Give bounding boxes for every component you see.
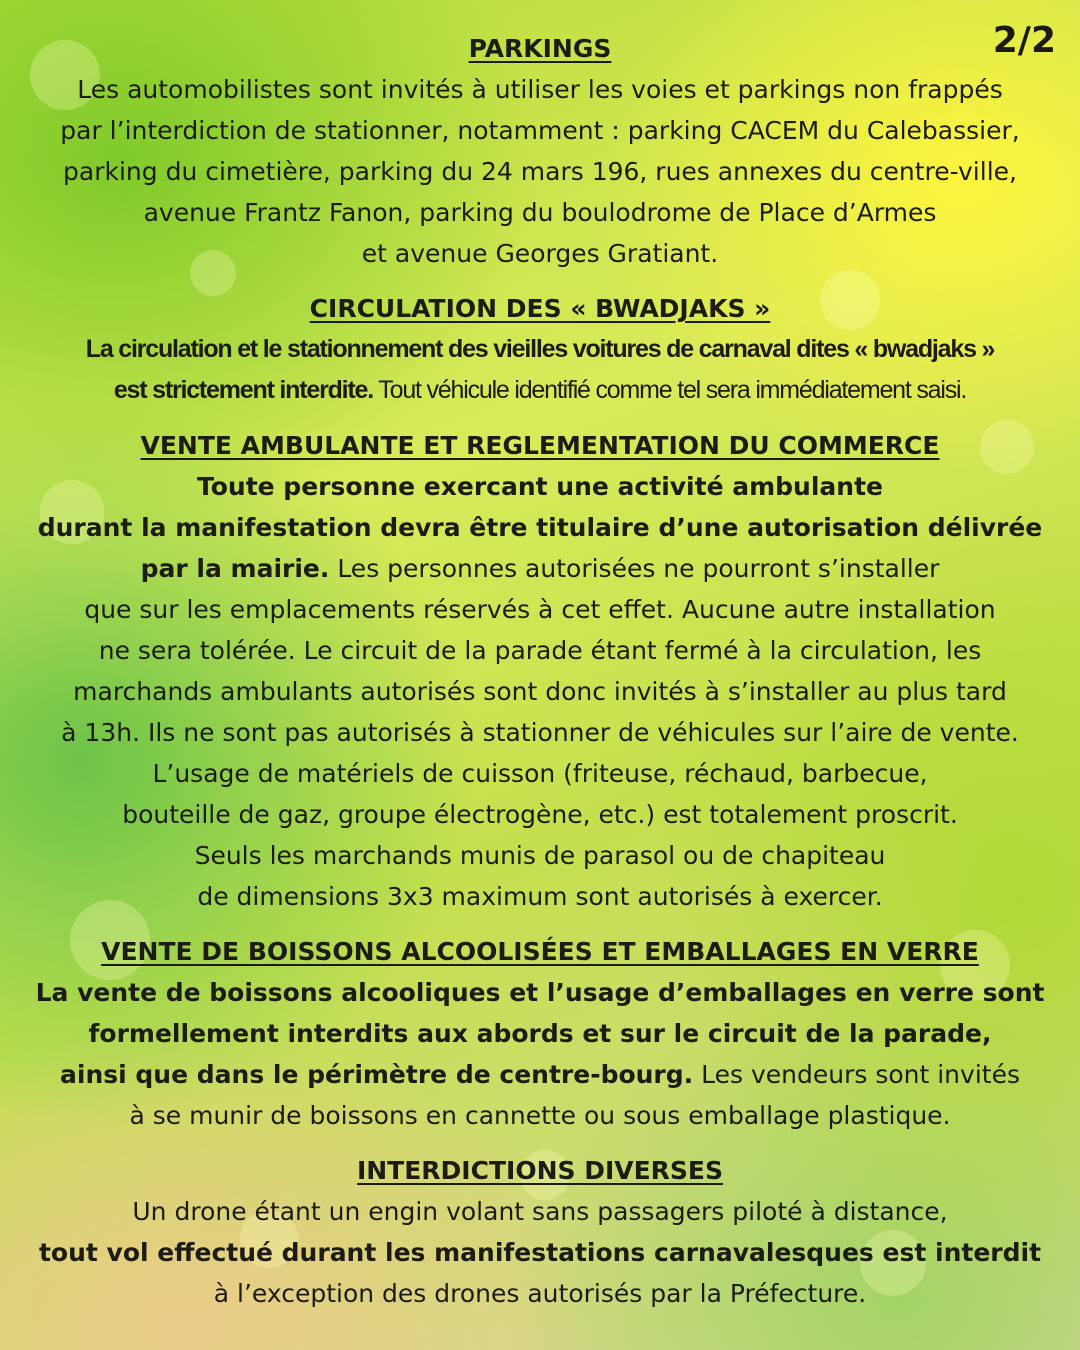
bold-text: ainsi que dans le périmètre de centre-bourg. [60,1060,694,1089]
text-line-bold: formellement interdits aux abords et sur le circuit de la parade, [88,1019,992,1048]
section-title-bwadjaks: CIRCULATION DES « BWADJAKS » [309,294,771,323]
text-line: Un drone étant un engin volant sans passagers piloté à distance, [132,1197,948,1226]
text-line [0,1054,1080,1095]
section-title-parkings: PARKINGS [468,34,612,63]
text-line-bold: durant la manifestation devra être titulaire d’une autorisation délivrée [37,513,1043,542]
text-line: parking du cimetière, parking du 24 mars 196, rues annexes du centre-ville, [63,157,1017,186]
section-vente-ambulante [0,425,1080,917]
text-line: à se munir de boissons en cannette ou sous emballage plastique. [129,1101,951,1130]
text-line: par l’interdiction de stationner, notamment : parking CACEM du Calebassier, [60,116,1020,145]
text-line [0,548,1080,589]
text-line: Les automobilistes sont invités à utiliser les voies et parkings non frappés [77,75,1003,104]
text-line: à l’exception des drones autorisés par la Préfecture. [213,1279,867,1308]
text-line-bold: La vente de boissons alcooliques et l’usage d’emballages en verre sont [35,978,1045,1007]
text-line: de dimensions 3x3 maximum sont autorisés à exercer. [197,882,883,911]
text-line [0,370,1080,411]
text-line-bold: tout vol effectué durant les manifestations carnavalesques est interdit [38,1238,1042,1267]
text-line-bold: Toute personne exercant une activité ambulante [196,472,883,501]
page-number: 2/2 [992,20,1056,61]
section-interdictions-diverses [0,1150,1080,1314]
normal-text: Les personnes autorisées ne pourront s’installer [329,554,940,583]
text-line: et avenue Georges Gratiant. [361,239,719,268]
normal-text: Les vendeurs sont invités [693,1060,1020,1089]
text-line: à 13h. Ils ne sont pas autorisés à stationner de véhicules sur l’aire de vente. [61,718,1019,747]
section-bwadjaks [0,288,1080,411]
text-line: L’usage de matériels de cuisson (friteuse, réchaud, barbecue, [152,759,928,788]
notice-content [0,28,1080,1328]
text-line: avenue Frantz Fanon, parking du boulodrome de Place d’Armes [143,198,937,227]
text-line: bouteille de gaz, groupe électrogène, etc.) est totalement proscrit. [122,800,958,829]
section-title-interdictions-diverses: INTERDICTIONS DIVERSES [356,1156,724,1185]
section-title-boissons: VENTE DE BOISSONS ALCOOLISÉES ET EMBALLAGES EN VERRE [101,937,979,966]
normal-text: Tout véhicule identifié comme tel sera immédiatement saisi. [373,376,967,404]
section-parkings [0,28,1080,274]
text-line: que sur les emplacements réservés à cet effet. Aucune autre installation [84,595,996,624]
section-boissons [0,931,1080,1136]
text-line: ne sera tolérée. Le circuit de la parade étant fermé à la circulation, les [98,636,982,665]
text-line: Seuls les marchands munis de parasol ou de chapiteau [194,841,886,870]
text-line: marchands ambulants autorisés sont donc invités à s’installer au plus tard [73,677,1007,706]
bold-text: par la mairie. [140,554,330,583]
section-title-vente-ambulante: VENTE AMBULANTE ET REGLEMENTATION DU COMMERCE [140,431,940,460]
text-line-bold: La circulation et le stationnement des vieilles voitures de carnaval dites « bwadjaks » [85,335,995,363]
bold-text: est strictement interdite. [113,376,374,404]
